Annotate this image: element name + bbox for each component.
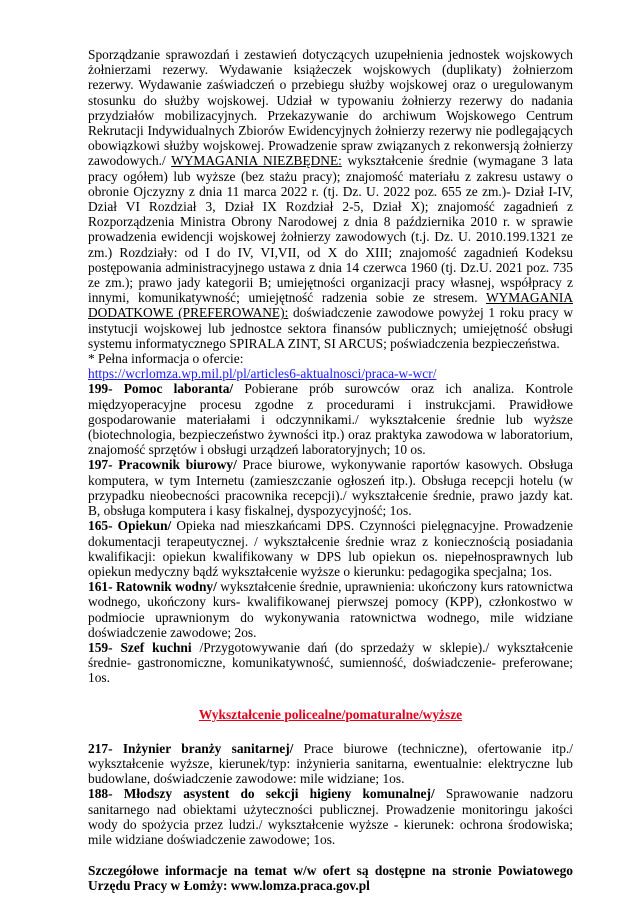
additional-text: doświadczenie zawodowe powyżej 1 roku pracy w instytucji wojskowej lub jednostce sektora finansów publicznych; umiejętność obsługi systemu informatycznego SPIRALA ZINT, SI ARCUS; poświadczenia bezpieczeństwa. [88, 305, 573, 351]
spacer [88, 847, 573, 863]
offer-item [88, 579, 573, 640]
info-label: * Pełna informacja o ofercie: [88, 351, 244, 367]
offer-text: Sprawowanie nadzoru sanitarnego nad obiektami użyteczności publicznej. Prowadzenie monitoringu jakości wody do spożycia przez ludzi./ wykształcenie wyższe - kierunek: ochrona środowiska; mile widziane doświadczenie zawodowe; 1os. [88, 786, 573, 847]
offer-title: 159- Szef kuchni [88, 639, 192, 655]
offer-text: Prace biurowe (techniczne), ofertowanie itp./ wykształcenie wyższe, kierunek/typ: inżynieria sanitarna, ewentualnie: elektryczne lub budowlane, doświadczenie zawodowe: mile widziane; 1os. [88, 740, 573, 787]
offer-text: /Przygotowywanie dań (do sprzedaży w sklepie)./ wykształcenie średnie- gastronomiczne, komunikatywność, sumienność, doświadczenie- preferowane; 1os. [88, 639, 573, 686]
intro-text: Sporządzanie sprawozdań i zestawień dotyczących uzupełnienia jednostek wojskowych żołnierzami rezerwy. Wydawanie książeczek wojskowych (duplikaty) żołnierzom rezerwy. Wydawanie zaświadczeń o przebiegu służby wojskowej oraz o uregulowanym stosunku do służby wojskowej. Udział w typowaniu żołnierzy rezerwy do nadania przydziałów mobilizacyjnych. Przekazywanie do archiwum Wojskowego Centrum Rekrutacji Indywidualnych Zbiorów Ewidencyjnych żołnierzy rezerwy nie podlegających obowiązkowi służby wojskowej. Prowadzenie spraw związanych z rekonwersją żołnierzy zawodowych./ [88, 47, 573, 169]
offer-info-link[interactable]: https://wcrlomza.wp.mil.pl/pl/articles6-aktualnosci/praca-w-wcr/ [88, 366, 437, 382]
required-text: wykształcenie średnie (wymagane 3 lata pracy ogółem) lub wyższe (bez stażu pracy); znajomość materiału z zakresu ustawy o obronie Ojczyzny z dnia 11 marca 2022 r. (tj. Dz. U. 2022 poz. 655 ze zm.)- Dział I-IV, Dział VI Rozdział 3, Dział IX Rozdział 2-5, Dział X); znajomość zagadnień z Rozporządzenia Ministra Obrony Narodowej z dnia 8 października 2010 r. w sprawie prowadzenia ewidencji wojskowej żołnierzy zawodowych (t.j. Dz. U. 2010.199.1321 ze zm.) Rozdziały: od I do IV, VI,VII, od X do XIII; znajomość zagadnień Kodeksu postępowania administracyjnego ustawa z dnia 14 czerwca 1960 (tj. Dz.U. 2021 poz. 735 ze zm.); prawo jady kategorii B; umiejętności organizacji pracy własnej, współpracy z innymi, komunikatywność; umiejętność radzenia sobie ze stresem. [88, 153, 573, 306]
offer-item [88, 518, 573, 579]
footer-note: Szczegółowe informacje na temat w/w ofert są dostępne na stronie Powiatowego Urzędu Pracy w Łomży: www.lomza.praca.gov.pl [88, 863, 573, 894]
section-heading: Wykształcenie policealne/pomaturalne/wyższe [198, 706, 463, 722]
offer-title: 161- Ratownik wodny/ [88, 579, 217, 595]
offer-item [88, 741, 573, 787]
required-label: WYMAGANIA NIEZBĘDNE: [171, 153, 342, 169]
offer-item [88, 786, 573, 847]
offer-text: Pobierane prób surowców oraz ich analiza. Kontrole międzyoperacyjne procesu zgodne z procedurami i instrukcjami. Prawidłowe gospodarowanie materiałami i odczynnikami./ wykształcenie średnie lub wyższe (biotechnologia, bezpieczeństwo żywności itp.) oraz praktyka zawodowa w laboratorium, znajomość sprzętów i obsługi urządzeń laboratoryjnych; 10 os. [88, 381, 573, 458]
offer-item [88, 381, 573, 457]
offer-title: 197- Pracownik biurowy/ [88, 457, 237, 473]
offer-title: 188- Młodszy asystent do sekcji higieny komunalnej/ [88, 786, 435, 802]
document-page [88, 47, 573, 894]
offer-text: Prace biurowe, wykonywanie raportów kasowych. Obsługa komputera, w tym Internetu (zamieszczanie ogłoszeń itp.). Obsługa recepcji hotelu (w przypadku nieobecności pracownika recepcji)./ wykształcenie średnie, prawo jazdy kat. B, obsługa komputera i kasy fiskalnej, dyspozycyjność; 1os. [88, 457, 573, 519]
intro-paragraph [88, 47, 573, 351]
offer-item [88, 640, 573, 686]
additional-label: WYMAGANIA DODATKOWE (PREFEROWANE): [88, 290, 573, 321]
offer-text: Opieka nad mieszkańcami DPS. Czynności pielęgnacyjne. Prowadzenie dokumentacji terapeutycznej. / wykształcenie średnie wraz z koniecznością posiadania kwalifikacji: opiekun kwalifikowany w DPS lub opiekun os. niepełnosprawnych lub opiekun medyczny bądź wykształcenie wyższe o kierunku: pedagogika specjalna; 1os. [88, 518, 573, 579]
offer-title: 217- Inżynier branży sanitarnej/ [88, 740, 294, 756]
offer-title: 199- Pomoc laboranta/ [88, 381, 234, 397]
offer-item [88, 457, 573, 518]
offer-title: 165- Opiekun/ [88, 518, 172, 534]
offer-text: wykształcenie średnie, uprawnienia: ukończony kurs ratownictwa wodnego, ukończony kurs- kwalifikowanej pierwszej pomocy (KPP), członkostwo w podmiocie uprawnionym do wykonywania ratownictwa wodnego, mile widziane doświadczenie zawodowe; 2os. [88, 579, 573, 640]
